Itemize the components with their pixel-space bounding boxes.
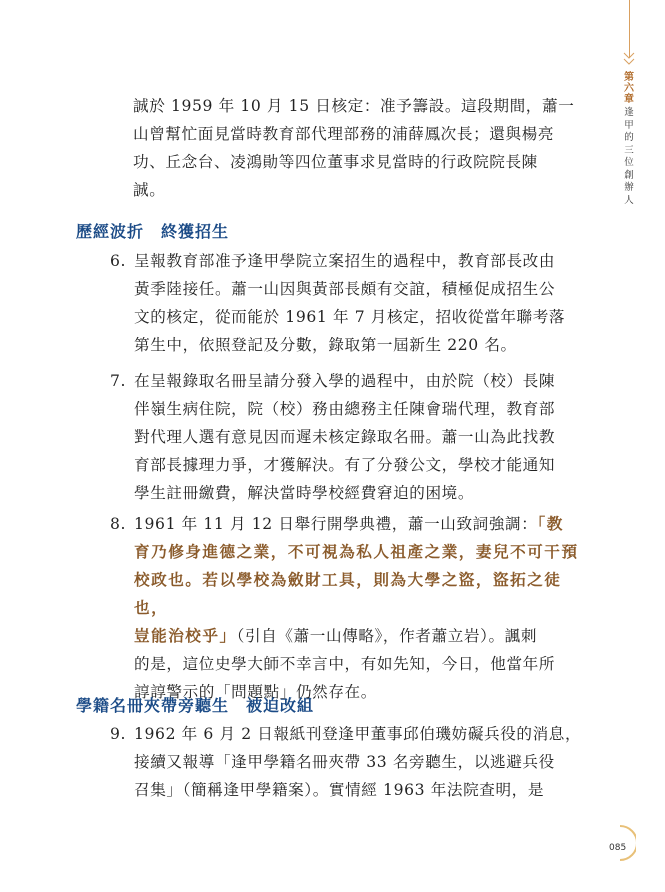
item-number: 7. [110, 372, 127, 390]
chapter-subtitle: 逢甲的三位創辦人 [624, 107, 634, 206]
list-item [110, 367, 590, 507]
text-line: 伴嶺生病住院，院（校）務由總務主任陳會瑞代理，教育部 [134, 400, 556, 418]
text-line: 對代理人選有意見因而遲未核定錄取名冊。蕭一山為此找教 [134, 428, 556, 446]
quote-text: 「教 [537, 514, 564, 533]
item-number: 6. [110, 252, 127, 270]
list-item [110, 720, 590, 804]
text-line: 在呈報錄取名冊呈請分發入學的過程中，由於院（校）長陳 [134, 372, 556, 390]
text-line [134, 510, 590, 538]
text-line: 接續又報導「逢甲學籍名冊夾帶 33 名旁聽生，以逃避兵役 [134, 753, 555, 771]
text-line: 誠。 [133, 181, 166, 199]
item-number: 8. [110, 515, 127, 533]
text-line: 誠於 1959 年 10 月 15 日核定：准予籌設。這段期間，蕭一 [133, 97, 575, 115]
text-line: 育部長據理力爭，才獲解決。有了分發公文，學校才能通知 [134, 456, 556, 474]
quote-text: 豈能治校乎」 [134, 626, 237, 645]
text-line [134, 622, 590, 650]
chapter-label: 第六章 [624, 72, 634, 105]
text-line: 山曾幫忙面見當時教育部代理部務的浦薛鳳次長；還與楊亮 [133, 125, 555, 143]
text-line: 召集」（簡稱逢甲學籍案）。實情經 1963 年法院查明，是 [134, 781, 545, 799]
text-line: 諄諄警示的「問題點」仍然存在。 [134, 683, 377, 701]
page-number: 085 [609, 843, 627, 853]
text-line: 1962 年 6 月 2 日報紙刊登逢甲董事邱伯璣妨礙兵役的消息， [134, 725, 582, 743]
item-number: 9. [110, 725, 127, 743]
text-line: 第生中，依照登記及分數，錄取第一屆新生 220 名。 [134, 336, 517, 354]
list-item [110, 247, 590, 359]
text-line: 的是，這位史學大師不幸言中，有如先知，今日，他當年所 [134, 655, 556, 673]
section-heading: 學籍名冊夾帶旁聽生 被迫改組 [76, 696, 315, 715]
text-line: 黃季陸接任。蕭一山因與黃部長頗有交誼，積極促成招生公 [134, 280, 556, 298]
list-item [110, 510, 590, 706]
side-divider-line [629, 0, 630, 58]
section-heading: 歷經波折 終獲招生 [76, 222, 230, 241]
text-line: 文的核定，從而能於 1961 年 7 月核定，招收從當年聯考落 [134, 308, 566, 326]
quote-text: 育乃修身進德之業，不可視為私人祖產之業，妻兒不可干預 [134, 542, 579, 561]
quote-text: 校政也。若以學校為斂財工具，則為大學之盜，盜拓之徒也， [134, 570, 562, 617]
text-line: 功、丘念台、凌鴻勛等四位董事求見當時的行政院院長陳 [133, 153, 538, 171]
text-line: 呈報教育部准予逢甲學院立案招生的過程中，教育部長改由 [134, 252, 556, 270]
text-line: 學生註冊繳費，解決當時學校經費窘迫的困境。 [134, 484, 475, 502]
intro-paragraph [133, 92, 589, 204]
text-span: 1961 年 11 月 12 日舉行開學典禮，蕭一山致詞強調： [134, 515, 538, 533]
chevron-down-icon [623, 58, 635, 66]
text-span: （引自《蕭一山傳略》，作者蕭立岩）。諷刺 [236, 627, 538, 645]
